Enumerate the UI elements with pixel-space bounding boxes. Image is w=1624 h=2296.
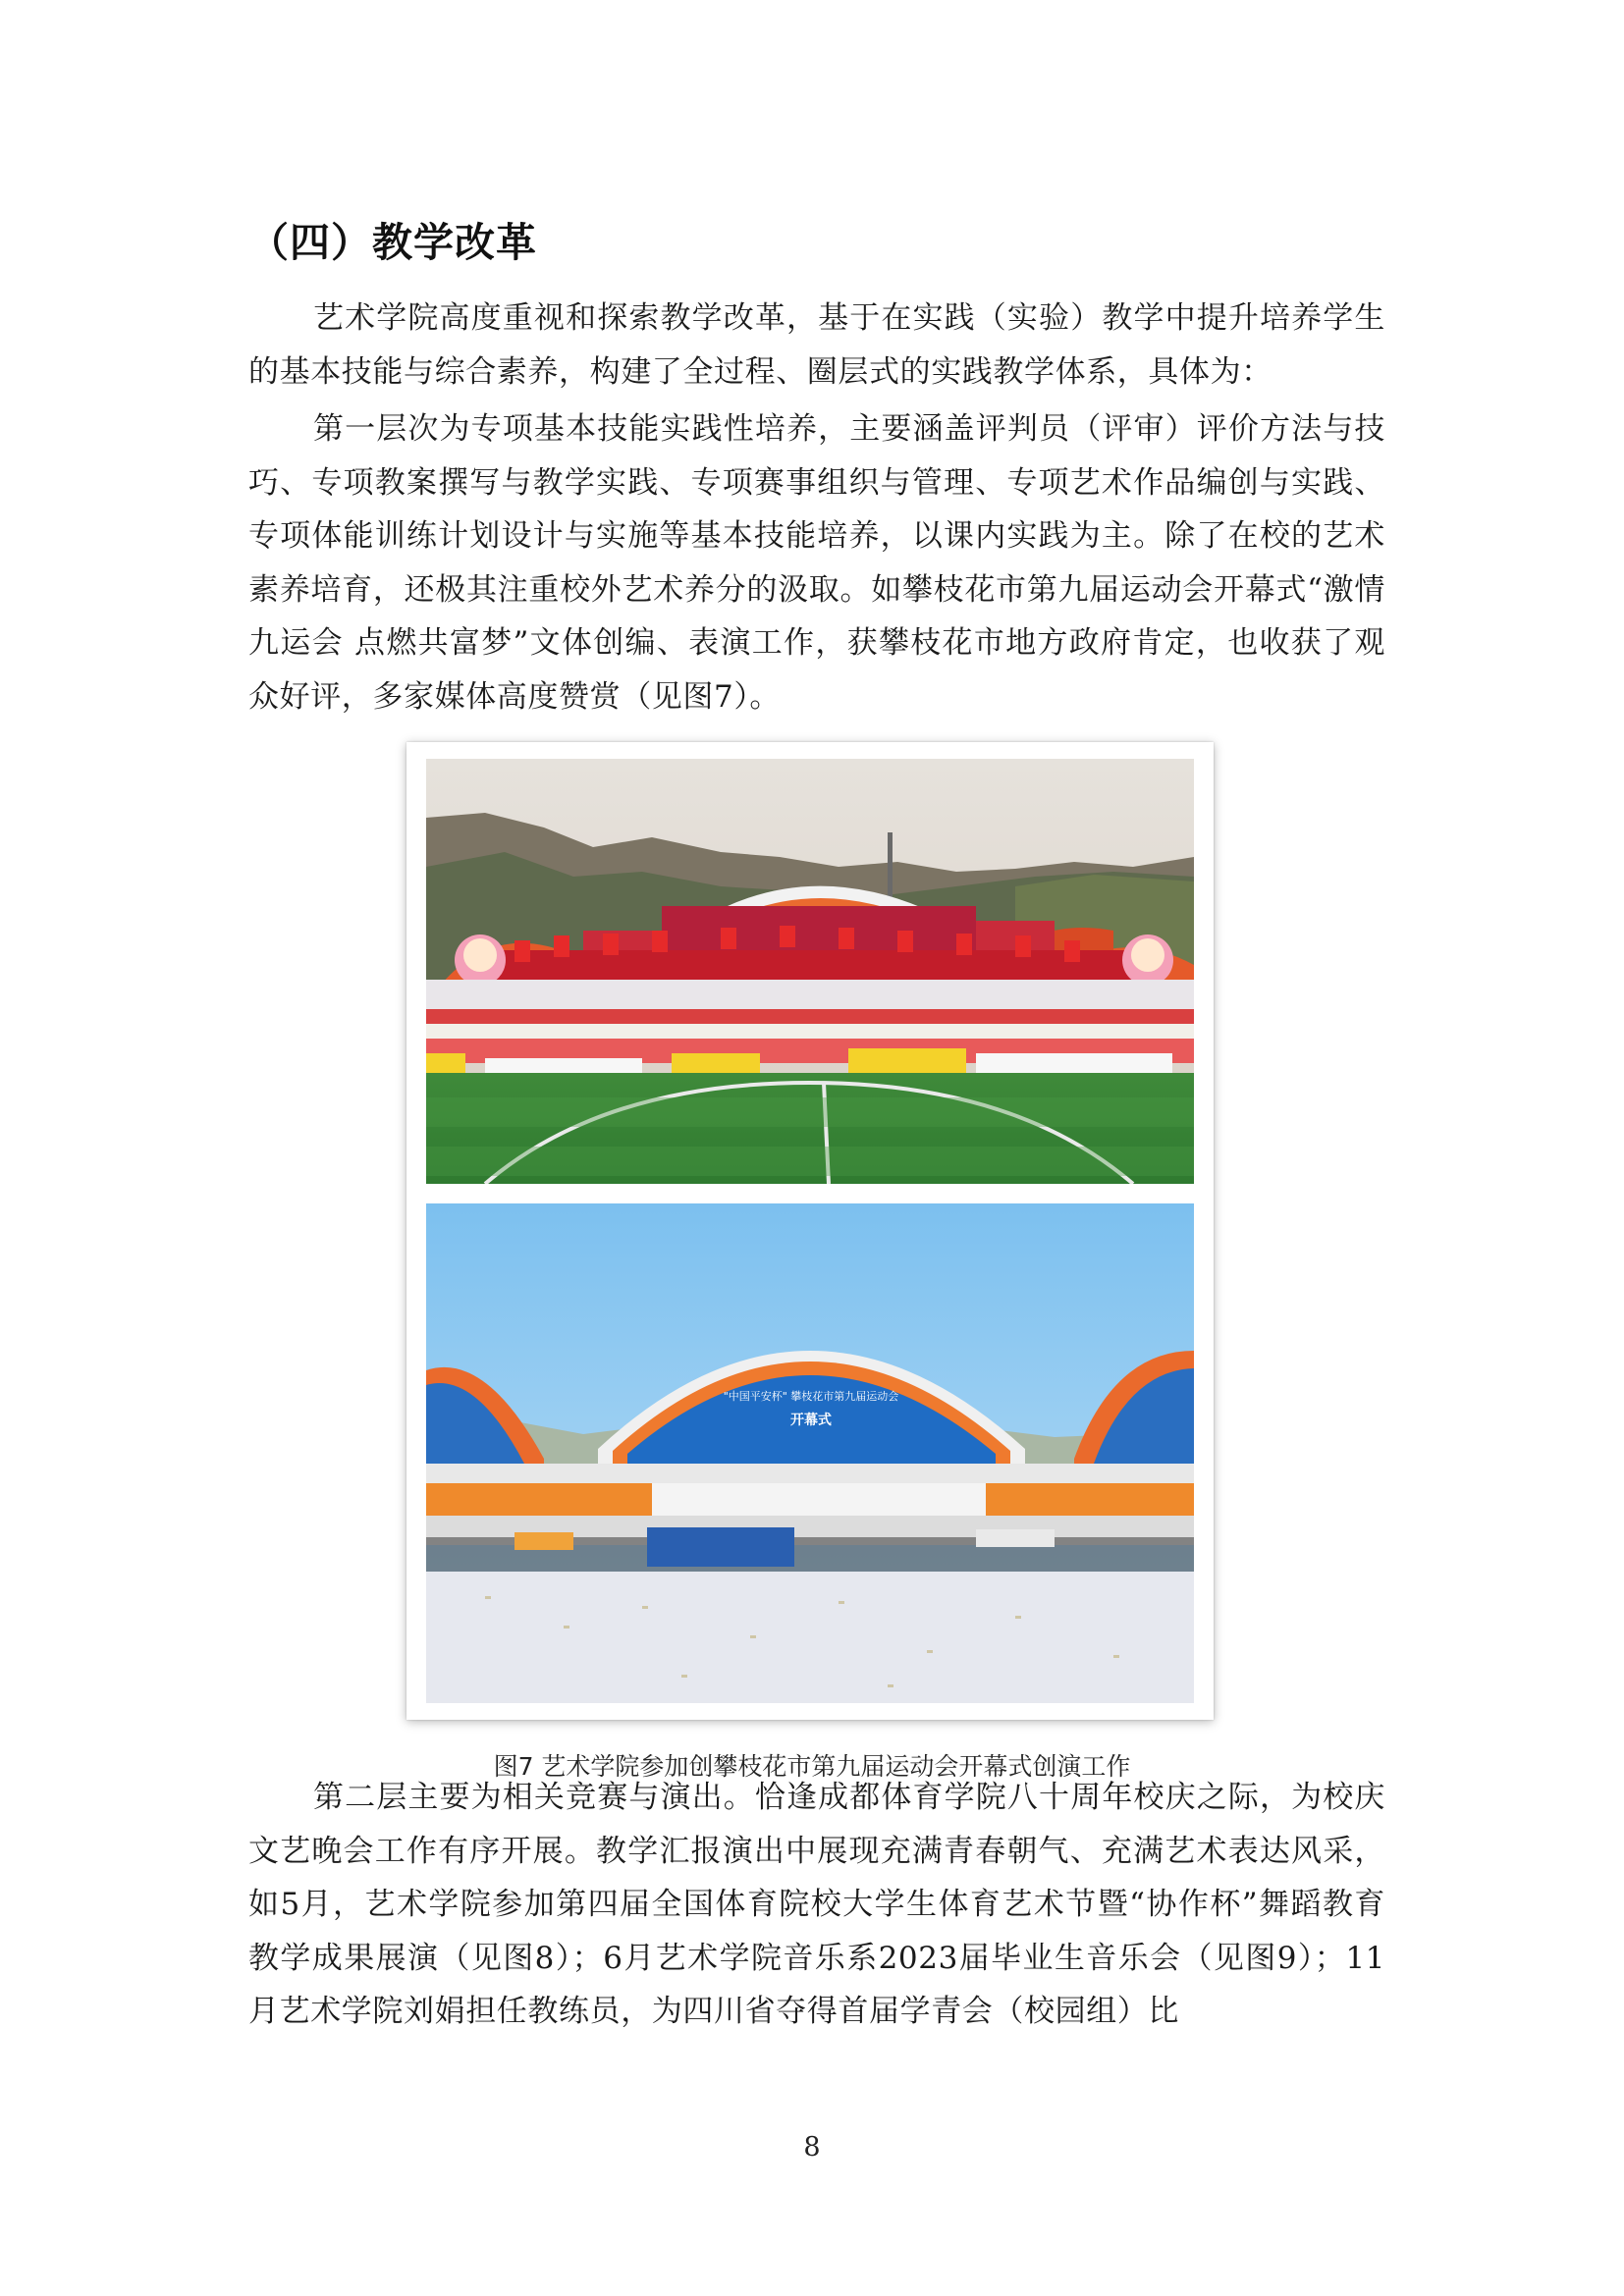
figure-7 [406,742,1214,1720]
paragraph-second-level: 第二层主要为相关竞赛与演出。恰逢成都体育学院八十周年校庆之际，为校庆文艺晚会工作有序开展。教学汇报演出中展现充满青春朝气、充满艺术表达风采，如5月，艺术学院参加第四届全国体育院校大学生体育艺术节暨“协作杯”舞蹈教育教学成果展演（见图8）；6月艺术学院音乐系2023届毕业生音乐会（见图9）；11月艺术学院刘娟担任教练员，为四川省夺得首届学青会（校园组）比 [248,1780,1385,2029]
paragraph-intro: 艺术学院高度重视和探索教学改革，基于在实践（实验）教学中提升培养学生的基本技能与综合素养，构建了全过程、圈层式的实践教学体系，具体为： [248,300,1385,390]
page-number: 8 [803,2132,821,2163]
photo-group-photo [426,1203,1194,1703]
section-heading: （四）教学改革 [248,219,537,266]
photo-opening-ceremony-performance [426,759,1194,1184]
figure-caption: 图7 艺术学院参加创攀枝花市第九届运动会开幕式创演工作 [493,1752,1131,1781]
paragraph-first-level: 第一层次为专项基本技能实践性培养，主要涵盖评判员（评审）评价方法与技巧、专项教案撰写与教学实践、专项赛事组织与管理、专项艺术作品编创与实践、专项体能训练计划设计与实施等基本技能培养，以课内实践为主。除了在校的艺术素养培育，还极其注重校外艺术养分的汲取。如攀枝花市第九届运动会开幕式“激情九运会 点燃共富梦”文体创编、表演工作，获攀枝花市地方政府肯定，也收获了观众好评，多家媒体高度赞赏（见图7）。 [248,411,1385,715]
banner-line-1: "中国平安杯" 攀枝花市第九届运动会 [723,1390,899,1403]
banner-line-2: 开幕式 [790,1413,832,1428]
